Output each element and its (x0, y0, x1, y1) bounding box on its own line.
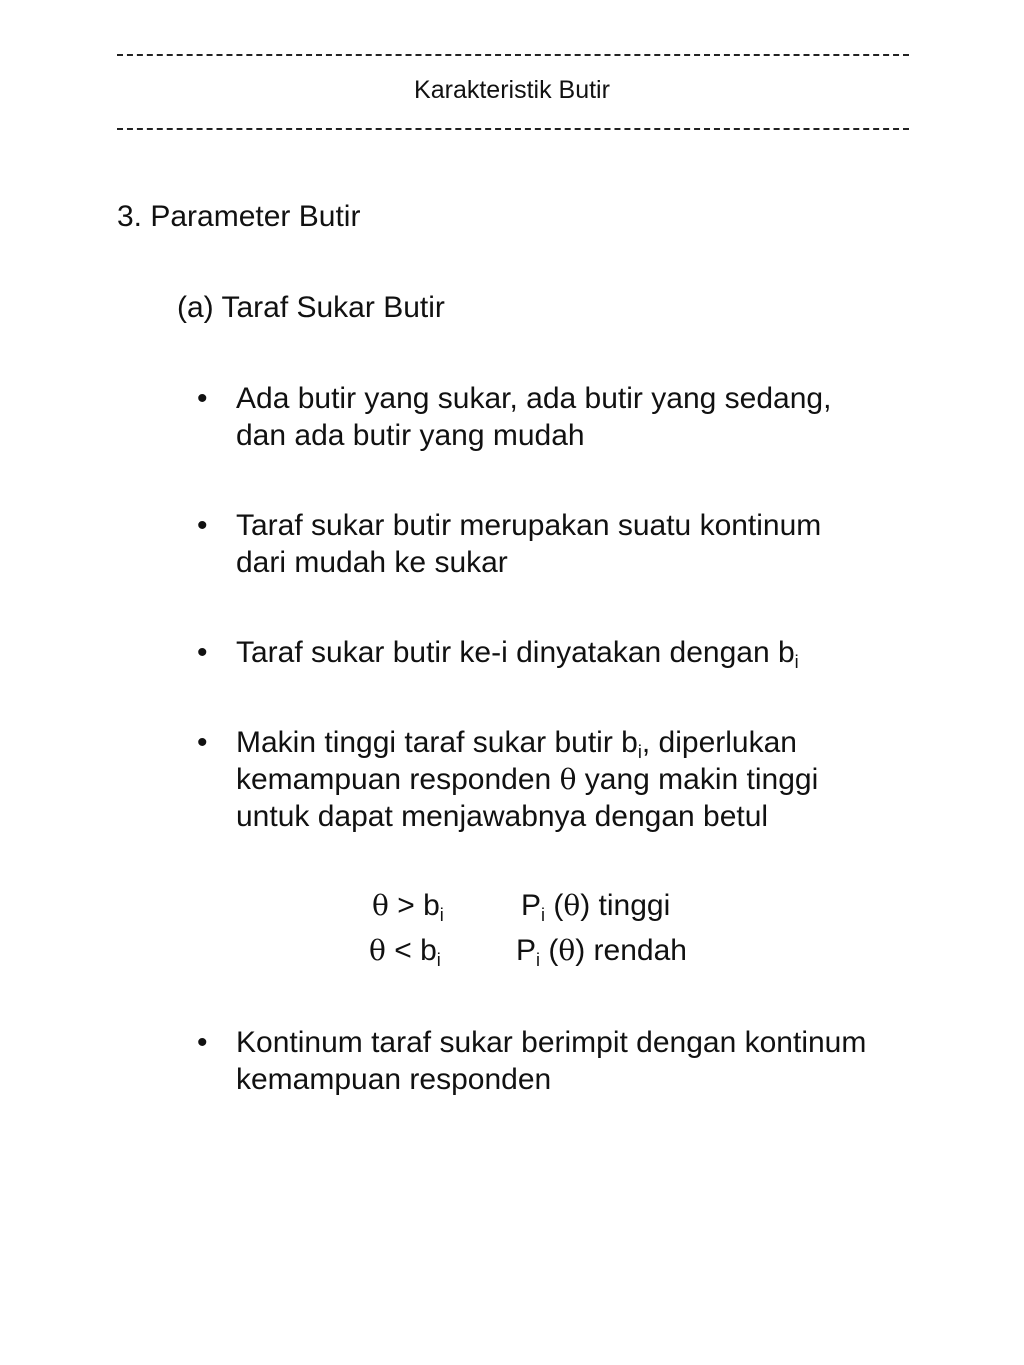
bullet-marker: • (197, 1026, 208, 1059)
header-divider-bottom (117, 128, 909, 130)
bullet-item-2 (197, 507, 967, 581)
bullet-text (236, 1024, 967, 1098)
bullet-item-1 (197, 380, 967, 454)
theta-symbol: θ (563, 889, 581, 922)
bullet-marker: • (197, 636, 208, 669)
bullet-marker: • (197, 726, 208, 759)
subscript-i: i (439, 905, 444, 925)
operator: < (394, 934, 412, 967)
formula-result-1: $P_i$ (θ) tinggi (521, 889, 671, 925)
bullet-text (236, 724, 967, 835)
theta-symbol: θ (558, 934, 576, 967)
subscript-i: i (637, 742, 642, 762)
symbol-b: b (423, 889, 440, 922)
bullet-line: kemampuan responden (236, 1063, 552, 1096)
symbol-p: P (521, 889, 542, 922)
bullet-text (236, 380, 967, 454)
formula-result-text: rendah (593, 934, 687, 967)
subscript-i: i (536, 950, 541, 970)
bullet-line: Ada butir yang sukar, ada butir yang sedang, (236, 382, 832, 415)
subscript-i: i (436, 950, 441, 970)
formula-condition-1 (372, 887, 444, 925)
subscript-i: i (541, 905, 546, 925)
bullet-line: Kontinum taraf sukar berimpit dengan kontinum (236, 1026, 867, 1059)
symbol-b: b (420, 934, 437, 967)
bullet-line: , diperlukan (641, 726, 797, 759)
theta-symbol: θ (369, 934, 386, 967)
subscript-i: i (794, 652, 799, 672)
symbol-p: P (516, 934, 537, 967)
bullet-item-3 (197, 634, 967, 671)
bullet-marker: • (197, 509, 208, 542)
bullet-text (236, 634, 967, 671)
formula-result-2: $P_i$ (θ) rendah (516, 934, 687, 970)
operator: > (397, 889, 415, 922)
bullet-item-4 (197, 724, 967, 835)
bullet-line: dan ada butir yang mudah (236, 419, 585, 452)
theta-symbol: θ (372, 889, 389, 922)
theta-symbol: θ (559, 763, 577, 796)
bullet-line: untuk dapat menjawabnya dengan betul (236, 800, 769, 833)
header-divider-top (117, 54, 909, 56)
section-title: 3. Parameter Butir (117, 200, 361, 233)
subsection-title: (a) Taraf Sukar Butir (177, 291, 445, 324)
bullet-line: yang makin tinggi (584, 763, 819, 796)
bullet-marker: • (197, 382, 208, 415)
bullet-line: Taraf sukar butir ke-i dinyatakan dengan b (236, 636, 795, 669)
header-title: Karakteristik Butir (414, 76, 610, 104)
bullet-line: dari mudah ke sukar (236, 546, 508, 579)
bullet-line: kemampuan responden (236, 763, 552, 796)
bullet-item-5 (197, 1024, 967, 1098)
bullet-text (236, 507, 967, 581)
formula-result-text: tinggi (598, 889, 671, 922)
bullet-line: Makin tinggi taraf sukar butir b (236, 726, 638, 759)
formula-condition-2 (369, 932, 441, 970)
bullet-line: Taraf sukar butir merupakan suatu kontinum (236, 509, 822, 542)
